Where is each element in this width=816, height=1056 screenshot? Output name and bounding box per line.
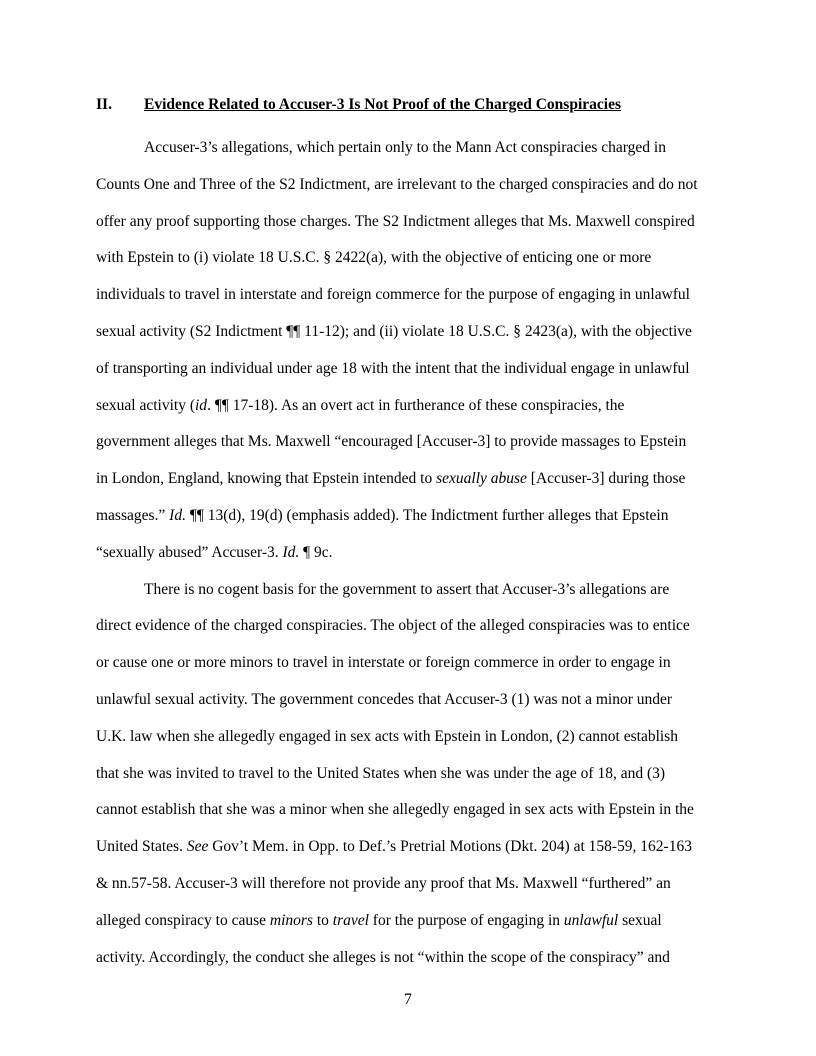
section-number: II. [96,96,112,113]
paragraph-1-line-11: massages.” Id. ¶¶ 13(d), 19(d) (emphasis added). The Indictment further alleges that Epstein [96,506,669,524]
italic-text: unlawful [563,911,619,929]
paragraph-1-line-3: offer any proof supporting those charges. The S2 Indictment alleges that Ms. Maxwell conspired [96,212,695,230]
italic-text: id [195,396,208,414]
italic-text: minors [269,911,313,929]
paragraph-2-line-4: unlawful sexual activity. The government concedes that Accuser-3 (1) was not a minor under [96,690,673,708]
paragraph-1-line-5: individuals to travel in interstate and foreign commerce for the purpose of engaging in unlawful [96,286,690,304]
italic-text: Id. [282,543,300,561]
paragraph-1-line-9: government alleges that Ms. Maxwell “encouraged [Accuser-3] to provide massages to Epstein [96,433,687,451]
paragraph-1-line-4: with Epstein to (i) violate 18 U.S.C. § 2422(a), with the objective of enticing one or more [96,249,652,267]
italic-text: Id. [169,506,186,524]
paragraph-1-line-10: in London, England, knowing that Epstein intended to sexually abuse [Accuser-3] during those [96,470,686,488]
section-title: Evidence Related to Accuser-3 Is Not Proof of the Charged Conspiracies [144,96,621,113]
paragraph-1-line-8: sexual activity (id. ¶¶ 17-18). As an overt act in furtherance of these conspiracies, the [96,396,625,414]
paragraph-1-line-7: of transporting an individual under age 18 with the intent that the individual engage in unlawful [96,359,690,377]
paragraph-2-line-10: alleged conspiracy to cause minors to travel for the purpose of engaging in unlawful sexual [96,911,662,929]
section-heading [96,95,736,115]
paragraph-2-line-1: There is no cogent basis for the government to assert that Accuser-3’s allegations are [144,580,670,598]
paragraph-2-line-7: cannot establish that she was a minor when she allegedly engaged in sex acts with Epstein in the [96,801,694,819]
paragraph-1-line-12: “sexually abused” Accuser-3. Id. ¶ 9c. [96,543,333,561]
page-number: 7 [404,991,412,1008]
paragraph-2-line-5: U.K. law when she allegedly engaged in sex acts with Epstein in London, (2) cannot establish [96,727,678,745]
paragraph-2-line-9: & nn.57-58. Accuser-3 will therefore not provide any proof that Ms. Maxwell “furthered” an [96,874,671,892]
italic-text: See [186,838,209,856]
paragraph-2-line-8: United States. See Gov’t Mem. in Opp. to Def.’s Pretrial Motions (Dkt. 204) at 158-59, 162-163 [96,838,692,856]
body-text [96,130,720,976]
italic-text: sexually abuse [436,470,527,488]
paragraph-2-line-2: direct evidence of the charged conspiracies. The object of the alleged conspiracies was to entice [96,617,690,635]
paragraph-1-line-6: sexual activity (S2 Indictment ¶¶ 11-12); and (ii) violate 18 U.S.C. § 2423(a), with the objective [96,322,692,340]
paragraph-2-line-6: that she was invited to travel to the United States when she was under the age of 18, and (3) [96,764,666,782]
italic-text: travel [332,911,369,929]
paragraph-2-line-3: or cause one or more minors to travel in interstate or foreign commerce in order to engage in [96,654,671,672]
paragraph-1-line-2: Counts One and Three of the S2 Indictment, are irrelevant to the charged conspiracies and do not [96,175,698,193]
paragraph-2-line-11: activity. Accordingly, the conduct she alleges is not “within the scope of the conspiracy” and [96,948,670,966]
paragraph-1-line-1: Accuser-3’s allegations, which pertain only to the Mann Act conspiracies charged in [144,139,666,156]
